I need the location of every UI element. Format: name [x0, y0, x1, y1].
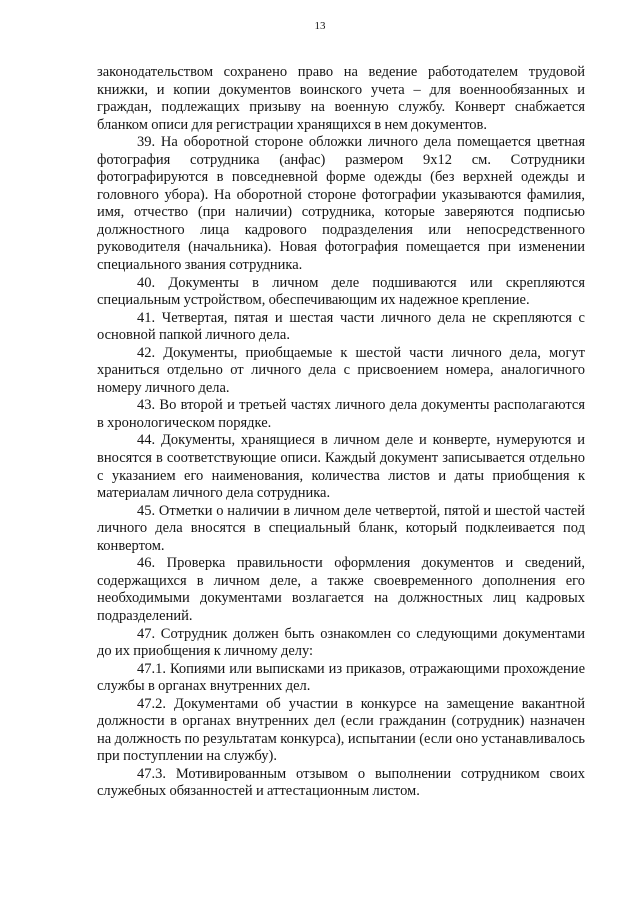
paragraph-42: 42. Документы, приобщаемые к шестой части личного дела, могут храниться отдельно от личного дела с присвоением номера, аналогичного номеру личного дела.: [97, 344, 585, 396]
paragraph-41: 41. Четвертая, пятая и шестая части личного дела не скрепляются с основной папкой личного дела.: [97, 309, 585, 344]
page-number: 13: [314, 20, 326, 32]
paragraph-45: 45. Отметки о наличии в личном деле четвертой, пятой и шестой частей личного дела вносятся в специальный бланк, который подклеивается под конвертом.: [97, 502, 585, 554]
paragraph-39: 39. На оборотной стороне обложки личного дела помещается цветная фотография сотрудника (анфас) размером 9х12 см. Сотрудники фотографируются в повседневной форме одежды (без верхней одежды и головного убора). На оборотной стороне фотографии указываются фамилия, имя, отчество (при наличии) сотрудника, которые заверяются подписью должностного лица кадрового подразделения или непосредственного руководителя (начальника). Новая фотография помещается при изменении специального звания сотрудника.: [97, 134, 585, 274]
paragraph-46: 46. Проверка правильности оформления документов и сведений, содержащихся в личном деле, а также своевременного дополнения его необходимыми документами возлагается на должностных лиц кадровых подразделений.: [97, 555, 585, 624]
paragraph-44: 44. Документы, хранящиеся в личном деле и конверте, нумеруются и вносятся в соответствующие описи. Каждый документ записывается отдельно с указанием его наименования, количества листов и даты приобщения к материалам личного дела сотрудника.: [97, 432, 585, 502]
paragraph-47: 47. Сотрудник должен быть ознакомлен со следующими документами до их приобщения к личному делу:: [97, 625, 585, 660]
paragraph-47-1: 47.1. Копиями или выписками из приказов, отражающими прохождение службы в органах внутренних дел.: [97, 660, 585, 695]
paragraph-47-2: 47.2. Документами об участии в конкурсе на замещение вакантной должности в органах внутренних дел (если гражданин (сотрудник) назначен на должность по результатам конкурса), испытании (если оно устанавливалось при поступлении на службу).: [97, 695, 585, 765]
paragraph-47-3: 47.3. Мотивированным отзывом о выполнении сотрудником своих служебных обязанностей и аттестационным листом.: [97, 765, 585, 800]
paragraph-40: 40. Документы в личном деле подшиваются или скрепляются специальным устройством, обеспечивающим их надежное крепление.: [97, 274, 585, 309]
document-body: [97, 64, 585, 801]
paragraph-continuation: законодательством сохранено право на ведение работодателем трудовой книжки, и копии документов воинского учета – для военнообязанных и граждан, подлежащих призыву на военную службу. Конверт снабжается бланком описи для регистрации хранящихся в нем документов.: [97, 64, 585, 133]
paragraph-43: 43. Во второй и третьей частях личного дела документы располагаются в хронологическом порядке.: [97, 397, 585, 431]
